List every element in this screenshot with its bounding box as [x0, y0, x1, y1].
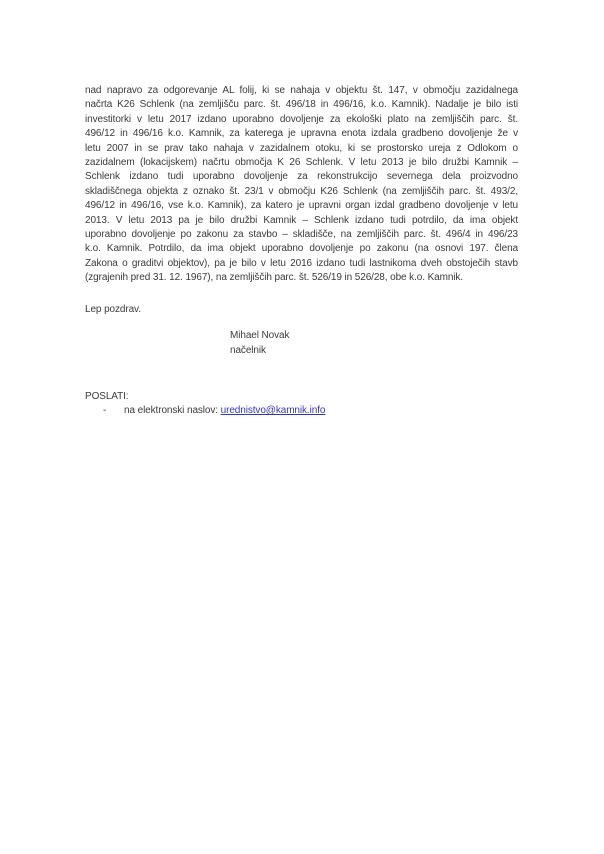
body-line: letu 2007 in se prav tako nahaja v zazidalnem otoku, ki se prostorsko ureja z Odlokom o	[85, 142, 518, 154]
body-line: nad napravo za odgorevanje AL folij, ki se nahaja v objektu št. 147, v območju zazidalnega	[85, 85, 518, 96]
list-dash: -	[103, 405, 107, 417]
body-line: investitorki v letu 2017 izdano uporabno dovoljenje za ekološki plato na zemljiščih parc. št.	[85, 113, 518, 125]
letter-body	[85, 84, 518, 286]
signature-block	[230, 329, 518, 358]
distribution-heading: POSLATI:	[85, 390, 129, 402]
distribution-item-prefix: na elektronski naslov:	[124, 405, 221, 417]
body-line: k.o. Kamnik. Potrdilo, da ima objekt uporabno dovoljenje po zakonu (na osnovi 197. člena	[85, 243, 518, 255]
closing-salutation: Lep pozdrav.	[85, 303, 141, 315]
body-line: Zakona o graditvi objektov), pa je bilo v letu 2016 izdano tudi lastnikoma dveh obstoječih stavb	[85, 257, 518, 269]
body-line: skladiščnega objekta z oznako št. 23/1 v območju K26 Schlenk (na zemljiščih parc. št. 493/2,	[85, 185, 518, 197]
body-line: 496/12 in 496/16 k.o. Kamnik, za katerega je upravna enota izdala gradbeno dovoljenje že v	[85, 128, 518, 140]
body-line: Schlenk izdano tudi uporabno dovoljenje za rekonstrukcijo severnega dela proizvodno	[85, 171, 518, 183]
body-line: uporabno dovoljenje po zakonu za stavbo – skladišče, na zemljiščih parc. št. 496/4 in 496/23	[85, 229, 518, 241]
distribution-item-text	[124, 404, 325, 418]
signature-name: Mihael Novak	[230, 330, 290, 342]
body-line: 2013. V letu 2013 pa je bilo družbi Kamnik – Schlenk izdano tudi potrdilo, da ima objekt	[85, 214, 518, 226]
body-line: zazidalnem (lokacijskem) načrtu območja K 26 Schlenk. V letu 2013 je bilo družbi Kamnik –	[85, 157, 518, 169]
email-link[interactable]: urednistvo@kamnik.info	[220, 405, 326, 417]
body-line: (zgrajenih pred 31. 12. 1967), na zemljiščih parc. št. 526/19 in 526/28, obe k.o. Kamnik.	[85, 272, 463, 284]
distribution-item	[85, 404, 518, 418]
distribution-section	[85, 390, 518, 419]
body-line: načrta K26 Schlenk (na zemljišču parc. št. 496/18 in 496/16, k.o. Kamnik). Nadalje je bilo isti	[85, 99, 518, 111]
signature-title: načelnik	[230, 344, 266, 356]
body-line: 496/12 in 496/16, vse k.o. Kamnik), za katero je upravni organ izdal gradbeno dovoljenje v letu	[85, 200, 518, 212]
